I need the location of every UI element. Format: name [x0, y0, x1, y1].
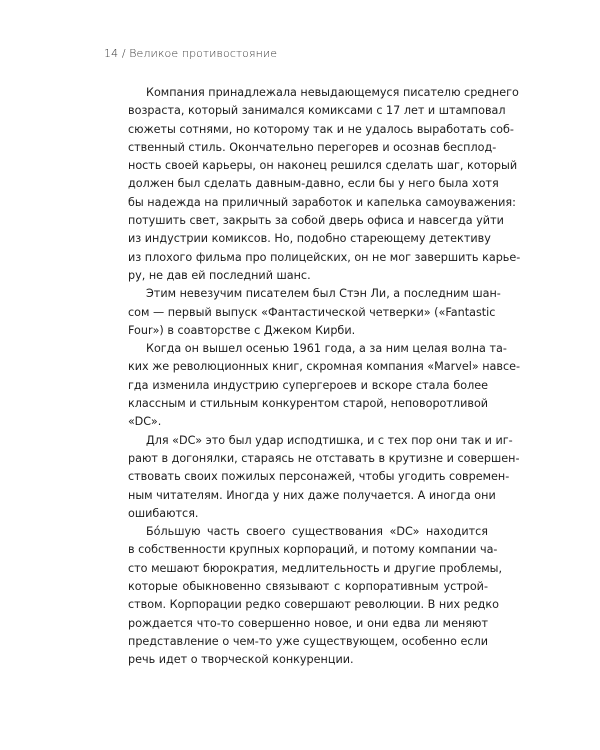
body-text [128, 84, 521, 670]
text-line: должен был сделать давным-давно, если бы у него была хотя [128, 177, 499, 191]
text-line: ность своей карьеры, он наконец решился сделать шаг, который [128, 159, 518, 173]
text-line: сто мешают бюрократия, медлительность и другие проблемы, [128, 561, 503, 575]
text-line: рают в догонялки, стараясь не отставать в крутизне и совершен- [128, 451, 520, 465]
text-line: Four») в соавторстве с Джеком Кирби. [128, 323, 356, 337]
text-line: сюжеты сотнями, но которому так и не удалось выработать соб- [128, 122, 514, 136]
text-line: речь идет о творческой конкуренции. [128, 653, 354, 667]
text-line: ным читателям. Иногда у них даже получается. А иногда они [128, 488, 496, 502]
text-line: рождается что-то совершенно новое, и они едва ли меняют [128, 616, 488, 630]
text-line: из плохого фильма про полицейских, он не мог завершить карье- [128, 250, 521, 264]
text-line: которые обыкновенно связывают с корпоративным устрой- [128, 580, 488, 594]
text-line: сом — первый выпуск «Фантастической четверки» («Fantastic [128, 305, 496, 319]
paragraph-first-line: Для «DC» это был удар исподтишка, и с тех пор они так и иг- [146, 433, 513, 447]
paragraph-first-line: Этим невезучим писателем был Стэн Ли, а последним шан- [146, 287, 501, 301]
page-number: 14 [104, 47, 119, 60]
text-line: ствовать своих пожилых персонажей, чтобы угодить современ- [128, 470, 510, 484]
text-line: гда изменила индустрию супергероев и вскоре стала более [128, 378, 488, 392]
text-line: ошибаются. [128, 506, 199, 520]
text-line: возраста, который занимался комиксами с 17 лет и штамповал [128, 104, 506, 118]
text-line: ством. Корпорации редко совершают революции. В них редко [128, 598, 499, 612]
chapter-title: Великое противостояние [129, 47, 278, 60]
header-separator: / [121, 47, 126, 60]
text-line: в собственности крупных корпораций, и потому компании ча- [128, 543, 498, 557]
running-head [104, 47, 277, 60]
text-line: ких же революционных книг, скромная компания «Marvel» навсе- [128, 360, 521, 374]
paragraph-first-line: Когда он вышел осенью 1961 года, а за ним целая волна та- [146, 342, 507, 356]
text-line: «DC». [128, 415, 162, 429]
paragraph-first-line: Бóльшую часть своего существования «DC» находится [146, 525, 488, 539]
text-line: ру, не дав ей последний шанс. [128, 268, 311, 282]
text-line: классным и стильным конкурентом старой, неповоротливой [128, 397, 489, 411]
text-line: из индустрии комиксов. Но, подобно стареющему детективу [128, 232, 491, 246]
text-line: бы надежда на приличный заработок и капелька самоуважения: [128, 195, 516, 209]
text-line: представление о чем-то уже существующем, особенно если [128, 634, 488, 648]
text-line: потушить свет, закрыть за собой дверь офиса и навсегда уйти [128, 214, 504, 228]
text-line: ственный стиль. Окончательно перегорев и осознав бесплод- [128, 140, 497, 154]
paragraph-first-line: Компания принадлежала невыдающемуся писателю среднего [146, 86, 519, 99]
